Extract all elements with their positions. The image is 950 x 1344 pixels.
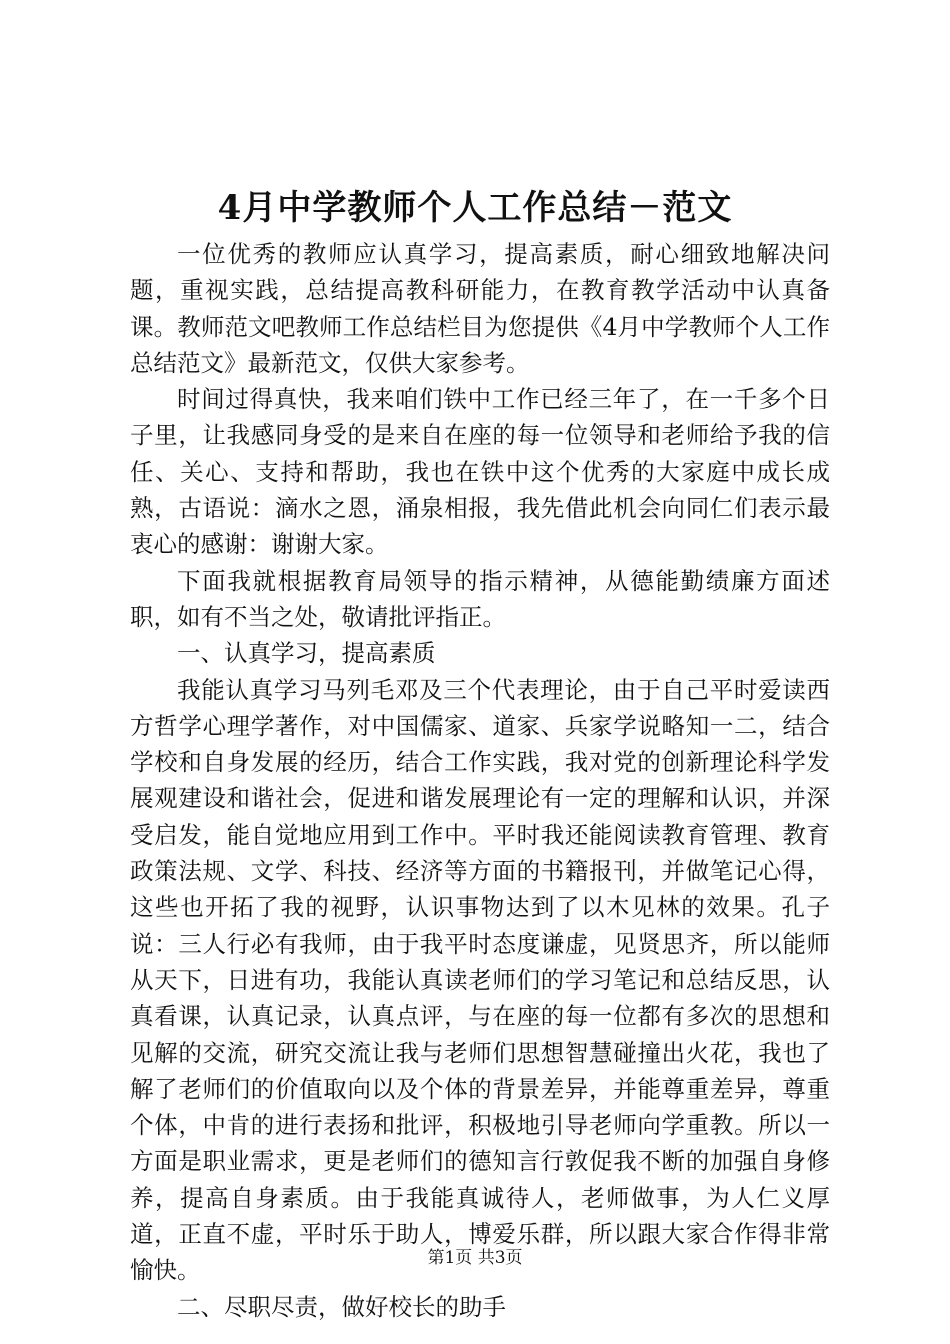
document-title: 4月中学教师个人工作总结－范文 bbox=[217, 188, 733, 228]
paragraph-gratitude: 时间过得真快，我来咱们铁中工作已经三年了，在一千多个日子里，让我感同身受的是来自在座的每一位领导和老师给予我的信任、关心、支持和帮助，我也在铁中这个优秀的大家庭中成长成熟，古语说：滴水之恩，涌泉相报，我先借此机会向同仁们表示最衷心的感谢：谢谢大家。 bbox=[130, 385, 830, 559]
paragraph-section-1: 我能认真学习马列毛邓及三个代表理论，由于自己平时爱读西方哲学心理学著作，对中国儒家、道家、兵家学说略知一二，结合学校和自身发展的经历，结合工作实践，我对党的创新理论科学发展观建设和谐社会，促进和谐发展理论有一定的理解和认识，并深受启发，能自觉地应用到工作中。平时我还能阅读教育管理、教育政策法规、文学、科技、经济等方面的书籍报刊，并做笔记心得，这些也开拓了我的视野，认识事物达到了以木见林的效果。孔子说：三人行必有我师，由于我平时态度谦虚，见贤思齐，所以能师从天下，日进有功，我能认真读老师们的学习笔记和总结反思，认真看课，认真记录，认真点评，与在座的每一位都有多次的思想和见解的交流，研究交流让我与老师们思想智慧碰撞出火花，我也了解了老师们的价值取向以及个体的背景差异，并能尊重差异，尊重个体，中肯的进行表扬和批评，积极地引导老师向学重教。所以一方面是职业需求，更是老师们的德知言行敦促我不断的加强自身修养，提高自身素质。由于我能真诚待人，老师做事，为人仁义厚道，正直不虚，平时乐于助人，博爱乐群，所以跟大家合作得非常愉快。 bbox=[130, 675, 830, 1285]
page-number-footer: 第1页 共3页 bbox=[427, 1248, 523, 1268]
section-heading-2: 二、尽职尽责，做好校长的助手 bbox=[177, 1292, 506, 1321]
paragraph-preface: 下面我就根据教育局领导的指示精神，从德能勤绩廉方面述职，如有不当之处，敬请批评指正。 bbox=[130, 566, 830, 631]
document-body bbox=[130, 236, 830, 1325]
paragraph-intro: 一位优秀的教师应认真学习，提高素质，耐心细致地解决问题，重视实践，总结提高教科研能力，在教育教学活动中认真备课。教师范文吧教师工作总结栏目为您提供《4月中学教师个人工作总结范文》最新范文，仅供大家参考。 bbox=[130, 240, 830, 377]
section-heading-1: 一、认真学习，提高素质 bbox=[177, 639, 436, 668]
